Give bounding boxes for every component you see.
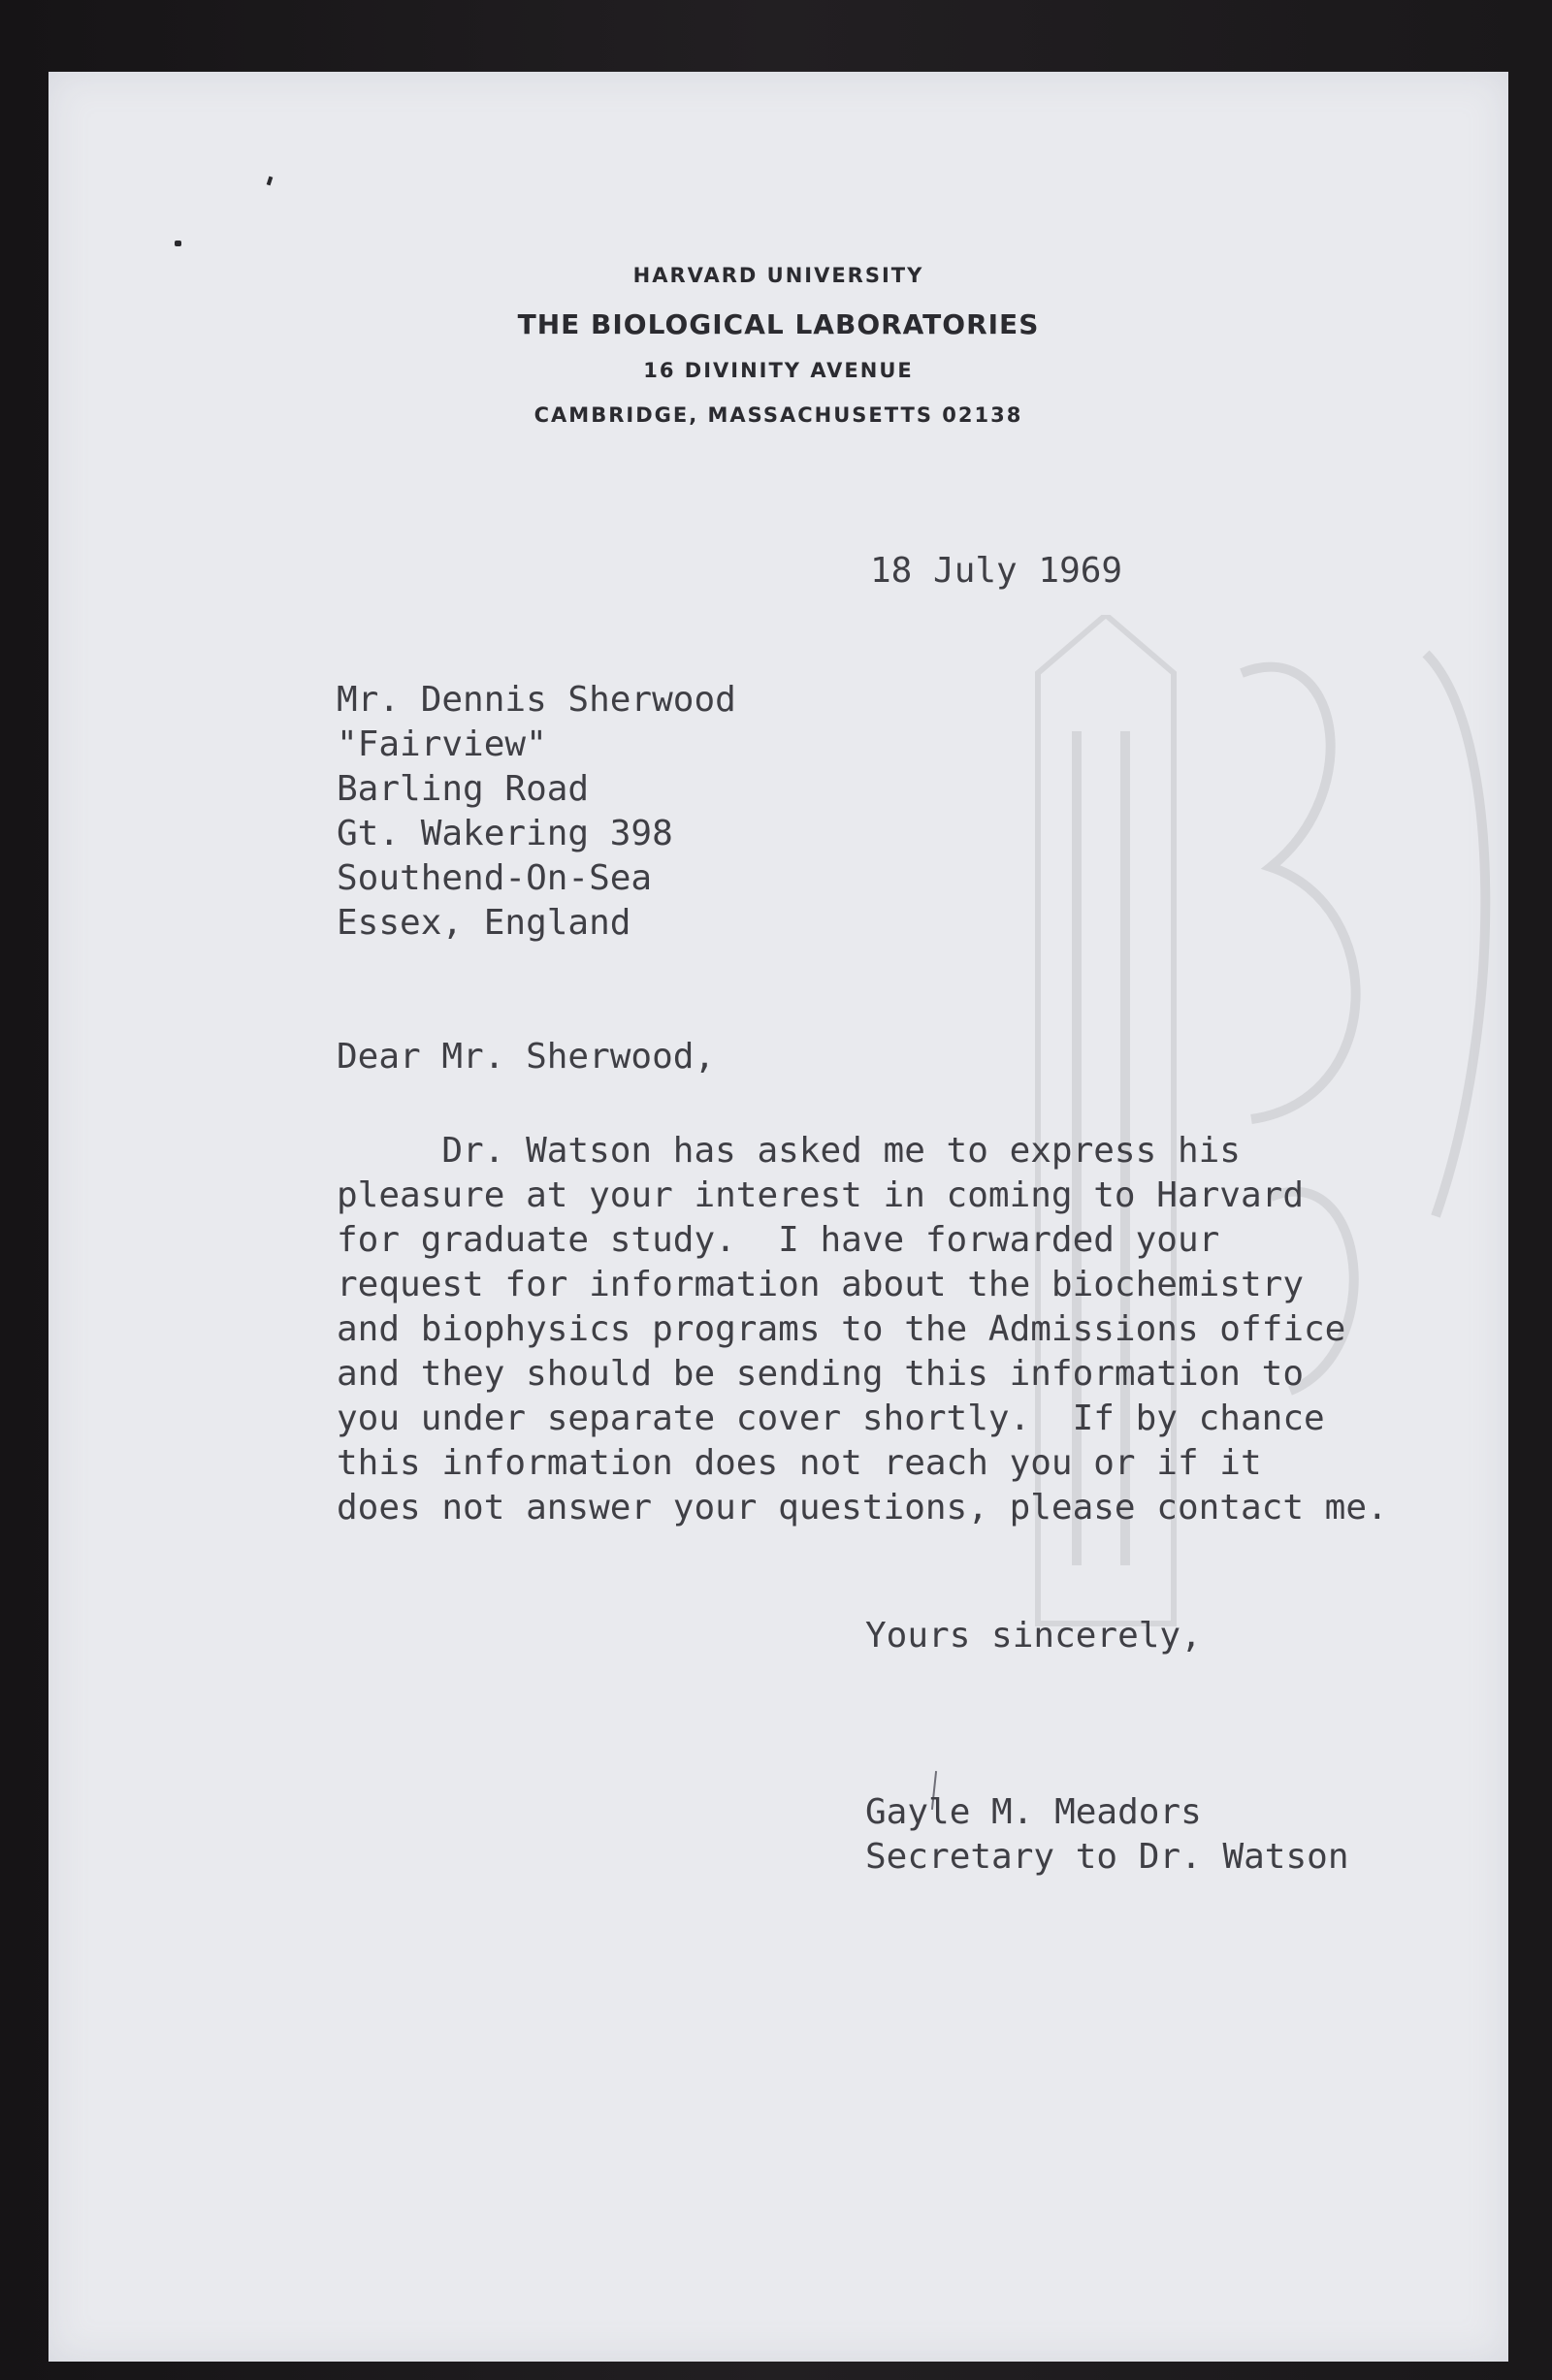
body-line: this information does not reach you or if it <box>337 1443 1262 1483</box>
address-line: Essex, England <box>337 903 631 943</box>
paper-blemish <box>175 241 181 246</box>
letterhead-city: CAMBRIDGE, MASSACHUSETTS 02138 <box>534 403 1023 427</box>
body-line: pleasure at your interest in coming to Harvard <box>337 1175 1304 1215</box>
letterhead-department: THE BIOLOGICAL LABORATORIES <box>517 308 1040 340</box>
recipient-address <box>337 678 736 946</box>
letter-body <box>337 1129 1388 1530</box>
body-line: Dr. Watson has asked me to express his <box>337 1131 1241 1171</box>
letterhead-street: 16 DIVINITY AVENUE <box>643 359 914 382</box>
letter-date: 18 July 1969 <box>870 551 1123 591</box>
body-line: you under separate cover shortly. If by chance <box>337 1399 1325 1438</box>
signature-block <box>865 1790 1349 1880</box>
address-line: "Fairview" <box>337 724 547 764</box>
body-line: and biophysics programs to the Admissions office <box>337 1309 1346 1349</box>
salutation: Dear Mr. Sherwood, <box>337 1037 716 1077</box>
signatory-name: Gayle M. Meadors <box>865 1792 1202 1832</box>
body-line: and they should be sending this information to <box>337 1354 1304 1394</box>
letter-page <box>48 72 1508 2362</box>
paper-blemish <box>267 177 274 186</box>
letterhead-institution: HARVARD UNIVERSITY <box>632 264 924 287</box>
body-line: for graduate study. I have forwarded your <box>337 1220 1220 1260</box>
closing: Yours sincerely, <box>865 1616 1202 1656</box>
address-line: Barling Road <box>337 769 590 809</box>
address-line: Southend-On-Sea <box>337 858 653 898</box>
body-line: does not answer your questions, please contact me. <box>337 1488 1388 1528</box>
address-line: Gt. Wakering 398 <box>337 814 673 853</box>
body-line: request for information about the biochemistry <box>337 1265 1304 1304</box>
signatory-title: Secretary to Dr. Watson <box>865 1837 1349 1877</box>
address-line: Mr. Dennis Sherwood <box>337 680 736 720</box>
